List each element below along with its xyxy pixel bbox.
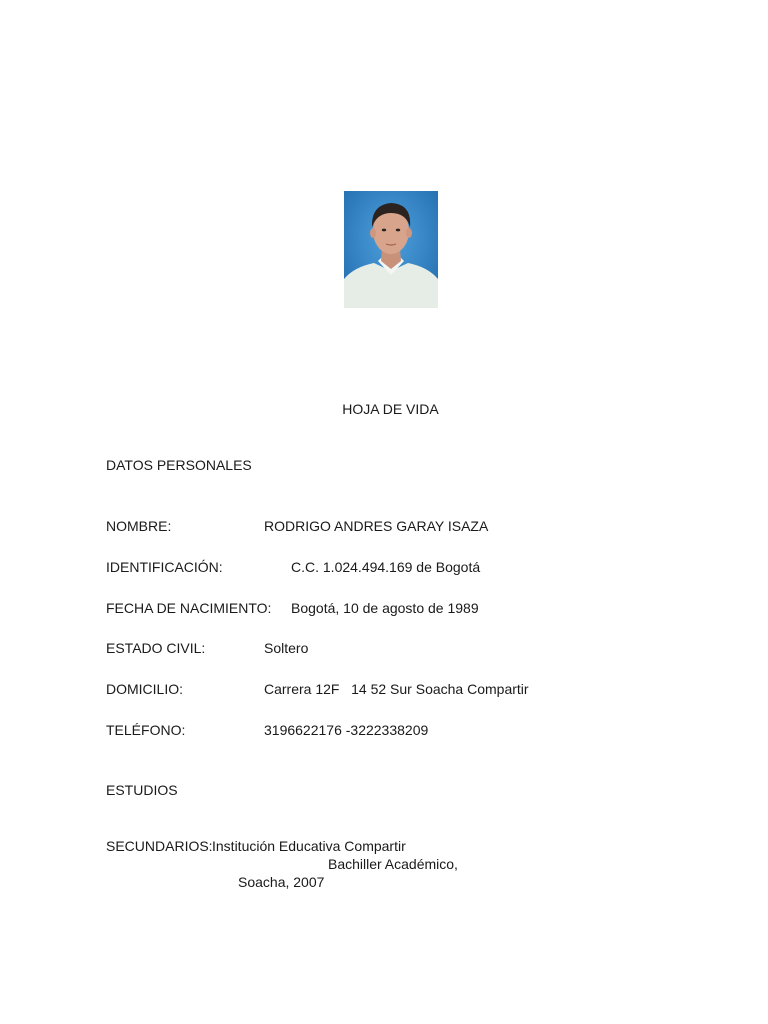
section-personal-data: DATOS PERSONALES (106, 457, 252, 473)
secondary-place: Soacha, 2007 (238, 874, 325, 890)
secondary-degree: Bachiller Académico, (328, 856, 458, 872)
birth-value: Bogotá, 10 de agosto de 1989 (291, 600, 479, 616)
civil-status-label: ESTADO CIVIL: (106, 640, 206, 656)
address-label: DOMICILIO: (106, 681, 184, 697)
civil-status-value: Soltero (264, 640, 309, 656)
phone-value: 3196622176 -3222338209 (264, 722, 429, 738)
portrait-illustration (344, 191, 438, 308)
secondary-label: SECUNDARIOS: (106, 838, 213, 854)
name-value: RODRIGO ANDRES GARAY ISAZA (264, 518, 489, 534)
address-value: Carrera 12F 14 52 Sur Soacha Compartir (264, 681, 529, 697)
id-label: IDENTIFICACIÓN: (106, 559, 223, 575)
name-label: NOMBRE: (106, 518, 172, 534)
id-value: C.C. 1.024.494.169 de Bogotá (291, 559, 481, 575)
profile-photo (344, 191, 438, 308)
document-title: HOJA DE VIDA (342, 401, 439, 417)
secondary-school: Institución Educativa Compartir (212, 838, 406, 854)
section-studies: ESTUDIOS (106, 782, 178, 798)
phone-label: TELÉFONO: (106, 722, 186, 738)
birth-label: FECHA DE NACIMIENTO: (106, 600, 272, 616)
